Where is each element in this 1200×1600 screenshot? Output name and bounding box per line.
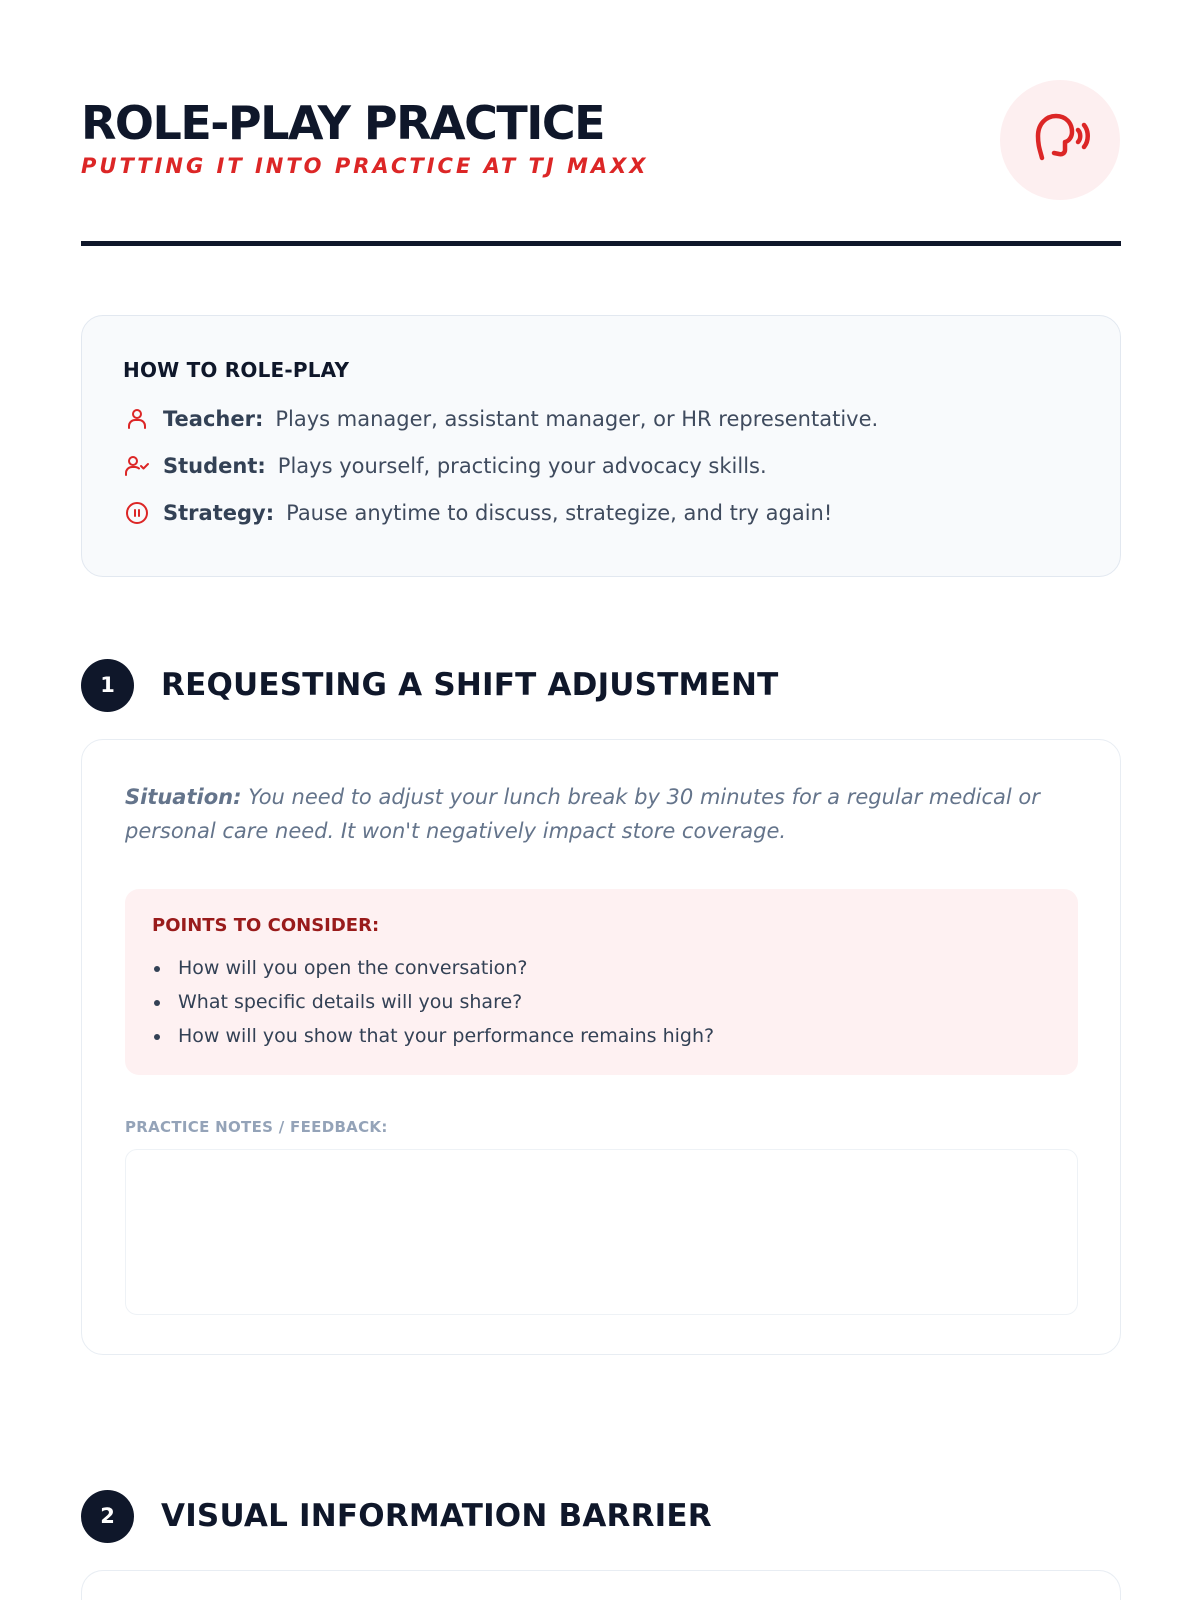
points-list [152,951,714,1053]
page-title: ROLE-PLAY PRACTICE [81,96,605,150]
user-check-icon [123,452,151,480]
points-to-consider-title: POINTS TO CONSIDER: [152,915,380,936]
header-divider [81,241,1121,246]
role-label: Student: [163,454,266,478]
list-item: How will you show that your performance remains high? [152,1019,714,1053]
section-title: VISUAL INFORMATION BARRIER [161,1498,712,1534]
list-item: How will you open the conversation? [152,951,714,985]
practice-notes-label: PRACTICE NOTES / FEEDBACK: [125,1118,388,1136]
list-item: What specific details will you share? [152,985,714,1019]
section-number-badge: 2 [81,1490,134,1543]
role-item-student [123,451,767,481]
section-header-2 [81,1488,1121,1544]
scenario-card-1 [81,739,1121,1355]
how-to-title: HOW TO ROLE-PLAY [123,358,350,382]
section-header-1 [81,657,1121,713]
role-text: Plays manager, assistant manager, or HR representative. [275,407,879,431]
page-subtitle: PUTTING IT INTO PRACTICE AT TJ MAXX [81,154,649,178]
role-item-teacher [123,404,878,434]
pause-circle-icon [123,499,151,527]
situation-label: Situation: [125,785,242,809]
section-number-badge: 1 [81,659,134,712]
role-label: Teacher: [163,407,264,431]
role-label: Strategy: [163,501,275,525]
section-title: REQUESTING A SHIFT ADJUSTMENT [161,667,779,703]
page-header [81,96,1121,180]
role-item-strategy [123,498,832,528]
situation-description: You need to adjust your lunch break by 30 minutes for a regular medical or personal care need. It won't negatively impact store coverage. [125,785,1040,843]
user-icon [123,405,151,433]
role-text: Plays yourself, practicing your advocacy skills. [277,454,767,478]
role-text: Pause anytime to discuss, strategize, and try again! [286,501,833,525]
points-to-consider-box [125,889,1078,1075]
scenario-card-2 [81,1570,1121,1600]
speaking-head-icon [1028,106,1092,174]
header-badge [1000,80,1120,200]
situation-text [125,780,1085,848]
practice-notes-field[interactable] [125,1149,1078,1315]
how-to-panel [81,315,1121,577]
